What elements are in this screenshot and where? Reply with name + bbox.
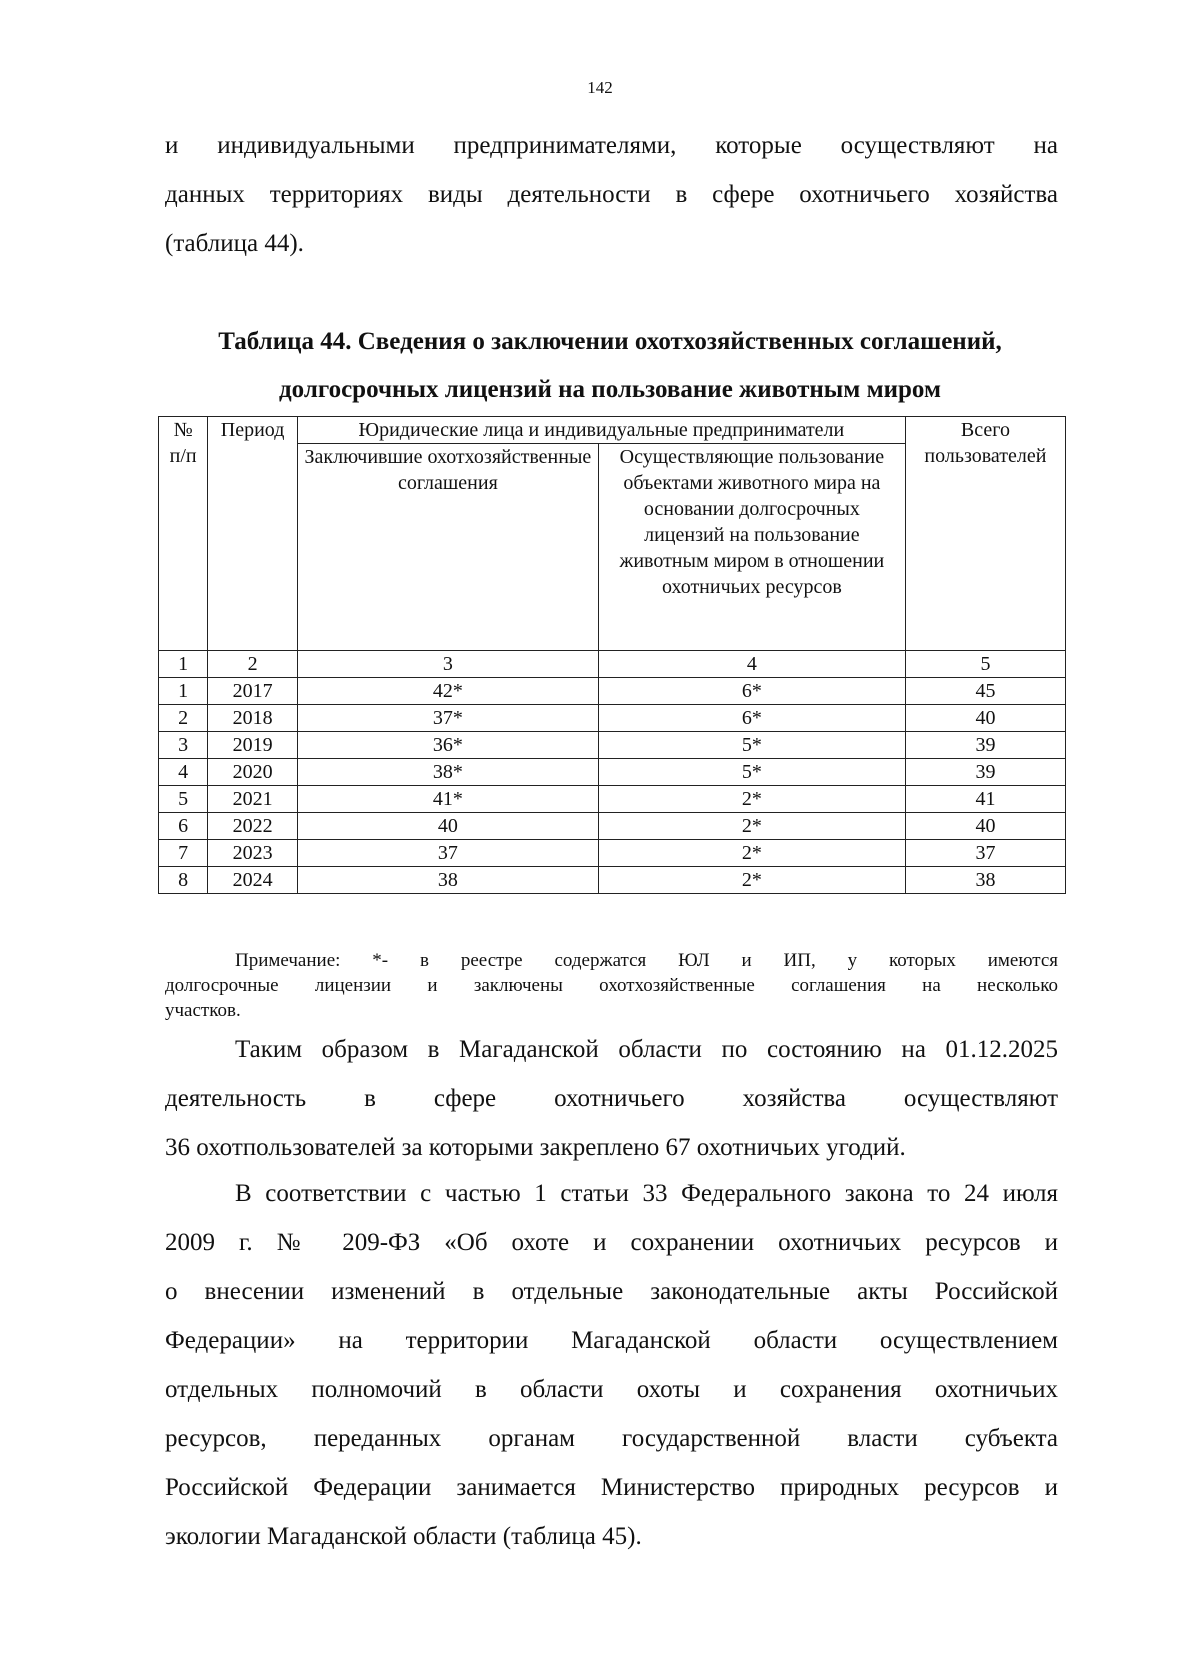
- header-period: Период: [208, 417, 298, 651]
- cell-total: 37: [905, 840, 1065, 867]
- cell-period: 2019: [208, 732, 298, 759]
- intro-paragraph: [165, 121, 1058, 268]
- cell-b: 2*: [598, 813, 905, 840]
- column-number: 2: [208, 651, 298, 678]
- text-line: экологии Магаданской области (таблица 45).: [165, 1523, 642, 1550]
- note-line: долгосрочные лицензии и заключены охотхозяйственные соглашения на несколько: [165, 975, 1058, 996]
- table-row: [159, 732, 1066, 759]
- note-line: участков.: [165, 1000, 241, 1021]
- text-line: и индивидуальными предпринимателями, которые осуществляют на: [165, 132, 1058, 159]
- cell-period: 2024: [208, 867, 298, 894]
- cell-no: 8: [159, 867, 208, 894]
- cell-total: 39: [905, 759, 1065, 786]
- cell-a: 37: [297, 840, 598, 867]
- header-group: Юридические лица и индивидуальные предприниматели: [297, 417, 905, 444]
- data-table: [158, 416, 1066, 894]
- law-paragraph: [165, 1169, 1058, 1561]
- cell-a: 38*: [297, 759, 598, 786]
- text-line: ресурсов, переданных органам государственной власти субъекта: [165, 1425, 1058, 1452]
- table-row: [159, 867, 1066, 894]
- header-col-b: Осуществляющие пользование объектами животного мира на основании долгосрочных лицензий на пользование животным миром в отношении охотничьих ресурсов: [598, 444, 905, 651]
- table-title-line: долгосрочных лицензий на пользование животным миром: [279, 376, 941, 403]
- cell-period: 2023: [208, 840, 298, 867]
- cell-period: 2017: [208, 678, 298, 705]
- cell-period: 2020: [208, 759, 298, 786]
- cell-no: 1: [159, 678, 208, 705]
- cell-a: 41*: [297, 786, 598, 813]
- cell-b: 6*: [598, 678, 905, 705]
- table-title-line: Таблица 44. Сведения о заключении охотхозяйственных соглашений,: [218, 328, 1002, 355]
- cell-period: 2021: [208, 786, 298, 813]
- column-number: 1: [159, 651, 208, 678]
- cell-total: 41: [905, 786, 1065, 813]
- cell-a: 37*: [297, 705, 598, 732]
- cell-a: 40: [297, 813, 598, 840]
- summary-paragraph: [165, 1025, 1058, 1172]
- cell-period: 2018: [208, 705, 298, 732]
- header-no: № п/п: [159, 417, 208, 651]
- cell-no: 6: [159, 813, 208, 840]
- note-line: Примечание: *- в реестре содержатся ЮЛ и ИП, у которых имеются: [235, 950, 1058, 971]
- cell-b: 5*: [598, 759, 905, 786]
- header-col-a: Заключившие охотхозяйственные соглашения: [297, 444, 598, 651]
- column-number-row: [159, 651, 1066, 678]
- cell-b: 2*: [598, 786, 905, 813]
- cell-a: 36*: [297, 732, 598, 759]
- text-line: данных территориях виды деятельности в сфере охотничьего хозяйства: [165, 181, 1058, 208]
- page-number: 142: [587, 78, 613, 97]
- text-line: отдельных полномочий в области охоты и сохранения охотничьих: [165, 1376, 1058, 1403]
- text-line: 36 охотпользователей за которыми закреплено 67 охотничьих угодий.: [165, 1134, 906, 1161]
- table-row: [159, 678, 1066, 705]
- table-row: [159, 759, 1066, 786]
- cell-no: 4: [159, 759, 208, 786]
- text-line: о внесении изменений в отдельные законодательные акты Российской: [165, 1278, 1058, 1305]
- cell-total: 40: [905, 813, 1065, 840]
- cell-b: 6*: [598, 705, 905, 732]
- cell-no: 2: [159, 705, 208, 732]
- table-note: [165, 948, 1058, 1023]
- header-total: Всего пользователей: [905, 417, 1065, 651]
- table-row: [159, 840, 1066, 867]
- cell-no: 3: [159, 732, 208, 759]
- cell-a: 42*: [297, 678, 598, 705]
- cell-b: 5*: [598, 732, 905, 759]
- cell-total: 39: [905, 732, 1065, 759]
- cell-b: 2*: [598, 840, 905, 867]
- cell-total: 38: [905, 867, 1065, 894]
- table-row: [159, 705, 1066, 732]
- column-number: 3: [297, 651, 598, 678]
- cell-total: 40: [905, 705, 1065, 732]
- header-row: [159, 417, 1066, 444]
- text-line: Таким образом в Магаданской области по состоянию на 01.12.2025: [235, 1036, 1058, 1063]
- table-row: [159, 813, 1066, 840]
- cell-period: 2022: [208, 813, 298, 840]
- text-line: (таблица 44).: [165, 230, 304, 257]
- cell-a: 38: [297, 867, 598, 894]
- column-number: 4: [598, 651, 905, 678]
- cell-total: 45: [905, 678, 1065, 705]
- cell-no: 7: [159, 840, 208, 867]
- text-line: 2009 г. № 209-ФЗ «Об охоте и сохранении охотничьих ресурсов и: [165, 1229, 1058, 1256]
- text-line: Федерации» на территории Магаданской области осуществлением: [165, 1327, 1058, 1354]
- table-title: [150, 318, 1070, 414]
- column-number: 5: [905, 651, 1065, 678]
- text-line: В соответствии с частью 1 статьи 33 Федерального закона то 24 июля: [235, 1180, 1058, 1207]
- cell-b: 2*: [598, 867, 905, 894]
- table-row: [159, 786, 1066, 813]
- text-line: Российской Федерации занимается Министерство природных ресурсов и: [165, 1474, 1058, 1501]
- text-line: деятельность в сфере охотничьего хозяйства осуществляют: [165, 1085, 1058, 1112]
- cell-no: 5: [159, 786, 208, 813]
